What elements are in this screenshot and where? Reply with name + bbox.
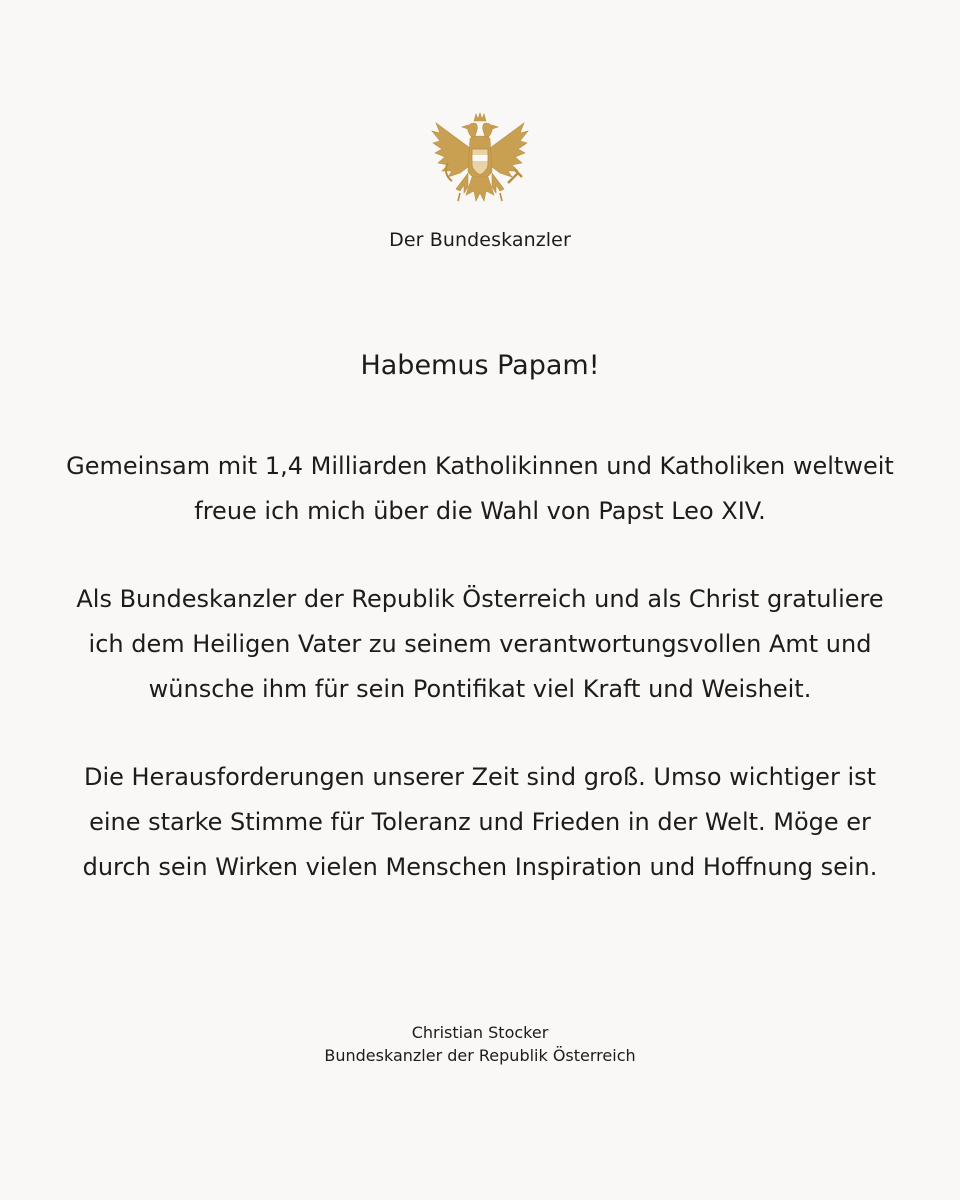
paragraph-line: eine starke Stimme für Toleranz und Frieden in der Welt. Möge er	[89, 808, 871, 836]
paragraph-3	[40, 755, 920, 890]
letter-body	[40, 444, 920, 933]
paragraph-line: Als Bundeskanzler der Republik Österreich und als Christ gratuliere	[76, 585, 884, 613]
paragraph-line: freue ich mich über die Wahl von Papst Leo XIV.	[194, 497, 766, 525]
signature-block	[0, 1021, 960, 1067]
austrian-eagle-coat-of-arms-icon	[430, 111, 530, 213]
paragraph-2	[40, 577, 920, 712]
letter-title: Habemus Papam!	[360, 350, 600, 381]
signatory-name: Christian Stocker	[411, 1023, 549, 1042]
paragraph-line: ich dem Heiligen Vater zu seinem verantwortungsvollen Amt und	[88, 630, 872, 658]
paragraph-line: Gemeinsam mit 1,4 Milliarden Katholikinnen und Katholiken weltweit	[66, 452, 894, 480]
paragraph-1	[40, 444, 920, 534]
paragraph-line: durch sein Wirken vielen Menschen Inspiration und Hoffnung sein.	[82, 853, 878, 881]
office-heading: Der Bundeskanzler	[389, 229, 571, 251]
paragraph-line: wünsche ihm für sein Pontifikat viel Kraft und Weisheit.	[148, 675, 812, 703]
signatory-role: Bundeskanzler der Republik Österreich	[324, 1046, 636, 1065]
paragraph-line: Die Herausforderungen unserer Zeit sind groß. Umso wichtiger ist	[83, 763, 877, 791]
